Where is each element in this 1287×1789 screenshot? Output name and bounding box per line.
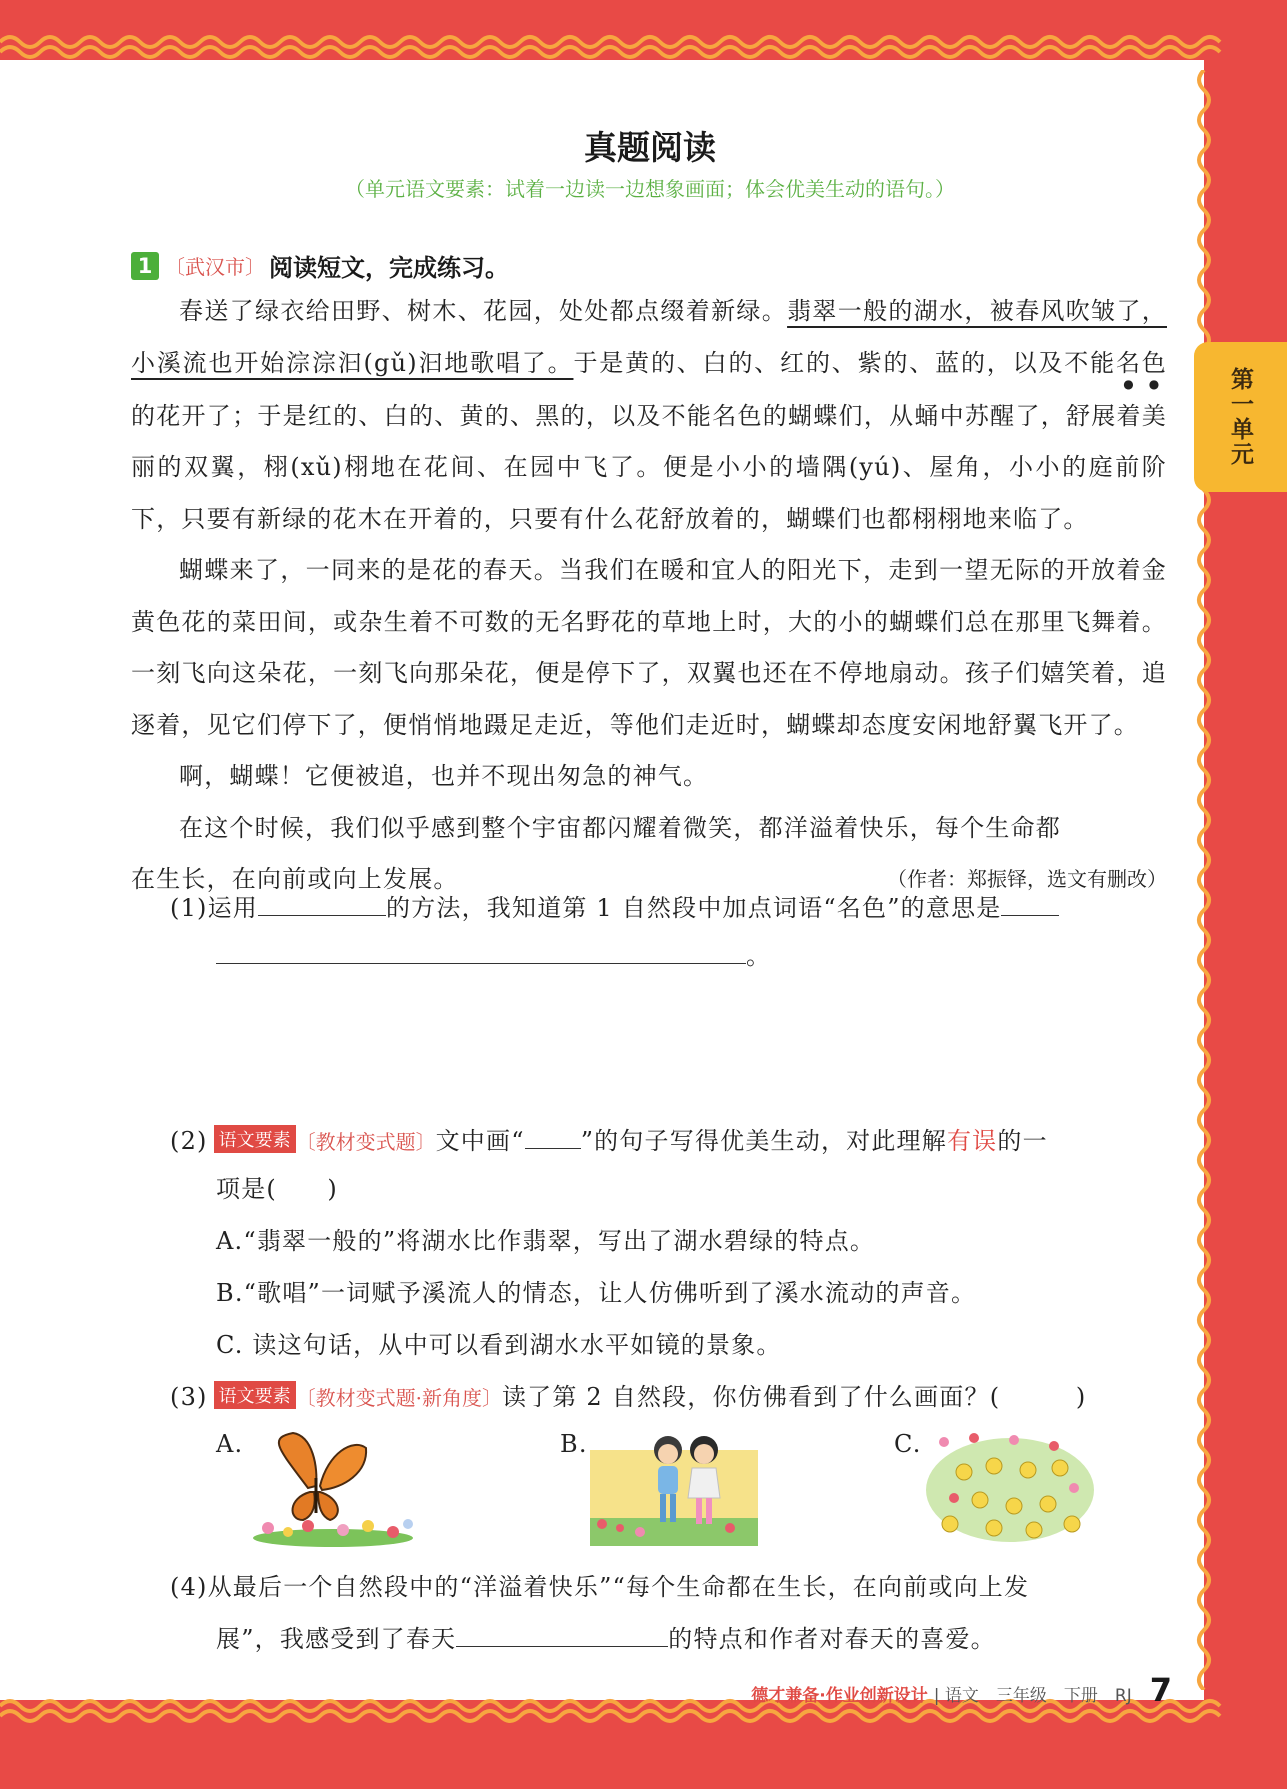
q1-text-a: (1)运用 — [170, 894, 258, 922]
q2-red-word: 有误 — [946, 1127, 998, 1155]
q2-text-b: ”的句子写得优美生动，对此理解 — [580, 1127, 947, 1155]
q3-label-a[interactable]: A. — [216, 1430, 244, 1458]
q2-line-1 — [170, 1121, 1048, 1156]
q2-text-c: 的一 — [997, 1127, 1048, 1155]
q4-line-2 — [216, 1619, 996, 1654]
question-header — [131, 248, 509, 283]
q4-text-b: 展”，我感受到了春天 — [216, 1625, 457, 1653]
q2-option-b[interactable]: B.“歌唱”一词赋予溪流人的情态，让人仿佛听到了溪水流动的声音。 — [216, 1279, 977, 1307]
q3-tag: 语文要素 — [214, 1381, 296, 1409]
q4-text-c: 的特点和作者对春天的喜爱。 — [668, 1625, 996, 1653]
q2-option-a[interactable]: A.“翡翠一般的”将湖水比作翡翠，写出了湖水碧绿的特点。 — [216, 1227, 876, 1255]
q2-line-2[interactable]: 项是( ) — [216, 1175, 338, 1203]
q2-option-c[interactable]: C. 读这句话，从中可以看到湖水水平如镜的景象。 — [216, 1331, 782, 1359]
q3-text: 读了第 2 自然段，你仿佛看到了什么画面？( ) — [501, 1383, 1087, 1411]
question-task: 阅读短文，完成练习。 — [269, 254, 509, 282]
unit-tab-label: 第一单元 — [1227, 367, 1253, 467]
flower-bed-icon — [253, 1519, 413, 1547]
q3-label-b[interactable]: B. — [560, 1430, 588, 1458]
q1-blank-meaning-1[interactable] — [1001, 891, 1059, 916]
q1-blank-method[interactable] — [258, 891, 386, 916]
q4-line-1: (4)从最后一个自然段中的“洋溢着快乐”“每个生命都在生长，在向前或向上发 — [170, 1573, 1030, 1601]
q3-label-c[interactable]: C. — [894, 1430, 922, 1458]
q3-source: 〔教材变式题·新角度〕 — [295, 1386, 502, 1410]
q1-blank-meaning-2[interactable] — [216, 939, 746, 964]
footer-info: | 语文 三年级 下册 RJ — [933, 1686, 1132, 1706]
q1-line-1 — [170, 888, 1059, 923]
author-credit: （作者：郑振铎，选文有删改） — [887, 867, 1167, 891]
p1-text-b: 于是黄的、白的、红的、紫的、蓝的，以及不能 — [573, 348, 1116, 377]
footer-brand: 德才兼备·作业创新设计 — [751, 1686, 928, 1706]
question-number-badge: 1 — [131, 252, 159, 280]
page-number: 7 — [1149, 1671, 1172, 1709]
q2-source: 〔教材变式题〕 — [295, 1130, 436, 1154]
q2-tag: 语文要素 — [214, 1125, 296, 1153]
q1-end: 。 — [746, 942, 772, 970]
q1-text-b: 的方法，我知道第 1 自然段中加点词语“名色”的意思是 — [386, 894, 1002, 922]
paragraph-3: 啊，蝴蝶！它便被追，也并不现出匆急的神气。 — [179, 762, 709, 790]
p1-text-a: 春送了绿衣给田野、树木、花园，处处都点缀着新绿。 — [179, 297, 788, 325]
page-title: 真题阅读 — [584, 128, 716, 167]
page-subtitle: （单元语文要素：试着一边读一边想象画面；体会优美生动的语句。） — [345, 177, 955, 201]
q1-line-2 — [216, 936, 771, 971]
butterfly-icon — [279, 1433, 366, 1520]
p4-text-b: 在生长，在向前或向上发展。 — [131, 865, 459, 893]
q4-blank[interactable] — [456, 1622, 668, 1647]
p1-underlined-sentence: 翡翠一般的湖水，被春风吹皱了，小溪流也开始淙淙汩(gǔ)汩地歌唱了。 — [131, 297, 1167, 377]
page-footer — [751, 1671, 1172, 1709]
reading-passage — [131, 286, 1167, 906]
q3-number: (3) — [170, 1383, 208, 1411]
q2-number: (2) — [170, 1127, 208, 1155]
paragraph-1 — [131, 286, 1167, 545]
right-wave-border — [1190, 70, 1216, 1690]
picture-a-butterfly-flowers[interactable] — [248, 1428, 418, 1548]
p1-text-c: 的花开了；于是红的、白的、黄的、黑的，以及不能名色的蝴蝶们，从蛹中苏醒了，舒展着美丽的双翼，栩(xǔ)栩地在花间、在园中飞了。便是小小的墙隅(yú)、屋角，小小的庭前阶下，只要有新绿的花木在开着的，只要有什么花舒放着的，蝴蝶们也都栩栩地来临了。 — [131, 401, 1167, 533]
paragraph-4: 在这个时候，我们似乎感到整个宇宙都闪耀着微笑，都洋溢着快乐，每个生命都 — [179, 813, 1061, 842]
question-source: 〔武汉市〕 — [165, 255, 265, 279]
paragraph-2: 蝴蝶来了，一同来的是花的春天。当我们在暖和宜人的阳光下，走到一望无际的开放着金黄色花的菜田间，或杂生着不可数的无名野花的草地上时，大的小的蝴蝶们总在那里飞舞着。一刻飞向这朵花，一刻飞向那朵花，便是停下了，双翼也还在不停地扇动。孩子们嬉笑着，追逐着，见它们停下了，便悄悄地蹑足走近，等他们走近时，蝴蝶却态度安闲地舒翼飞开了。 — [131, 556, 1167, 739]
unit-tab[interactable] — [1194, 342, 1287, 492]
picture-c-chicks-flowers[interactable] — [924, 1428, 1096, 1544]
q2-underline-sample — [525, 1134, 581, 1149]
picture-b-children-chasing[interactable] — [590, 1428, 758, 1546]
q2-text-a: 文中画“ — [435, 1127, 525, 1155]
p1-dotted-word: 名色 — [1115, 348, 1167, 377]
q3-line-1 — [170, 1377, 1086, 1412]
